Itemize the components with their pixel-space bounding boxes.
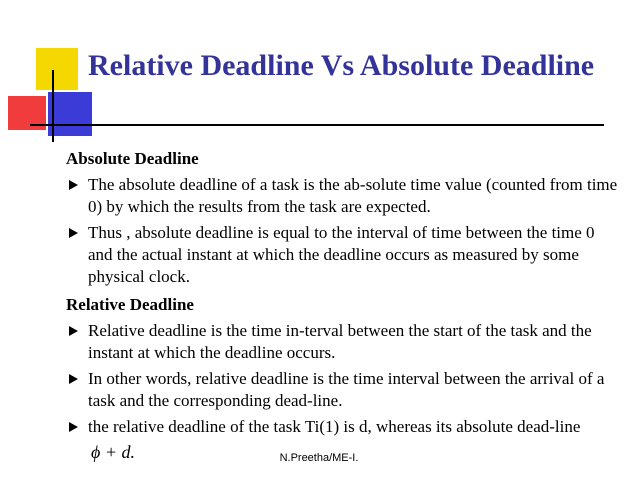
bullet-text: the relative deadline of the task Ti(1) is d, whereas its absolute dead-line [88, 417, 581, 436]
bullet-text: Relative deadline is the time in-terval between the start of the task and the instant at which the deadline occurs. [88, 321, 592, 362]
list-item [66, 368, 618, 412]
bullet-arrow-icon [69, 228, 78, 238]
absolute-deadline-list [66, 174, 618, 288]
formula: ϕ + d. [91, 442, 135, 462]
list-item [66, 222, 618, 288]
bullet-arrow-icon [69, 422, 78, 432]
bullet-arrow-icon [69, 374, 78, 384]
relative-deadline-heading: Relative Deadline [66, 295, 194, 314]
slide-content [66, 146, 618, 467]
relative-deadline-list [66, 320, 618, 463]
decor-yellow-square [36, 48, 78, 90]
list-item [66, 174, 618, 218]
list-item [66, 320, 618, 364]
bullet-text: In other words, relative deadline is the time interval between the arrival of a task and the corresponding dead-line. [88, 369, 605, 410]
bullet-text: Thus , absolute deadline is equal to the interval of time between the time 0 and the actual instant at which the deadline occurs as measured by some physical clock. [88, 223, 595, 286]
bullet-arrow-icon [69, 326, 78, 336]
bullet-arrow-icon [69, 180, 78, 190]
absolute-deadline-heading: Absolute Deadline [66, 149, 199, 168]
slide-title: Relative Deadline Vs Absolute Deadline [88, 49, 595, 82]
title-underline [30, 124, 604, 126]
decor-vertical-line [52, 70, 54, 142]
slide-footer: N.Preetha/ME-I. [279, 452, 359, 464]
decor-blue-square [48, 92, 92, 136]
bullet-text: The absolute deadline of a task is the ab-solute time value (counted from time 0) by which the results from the task are expected. [88, 175, 618, 216]
